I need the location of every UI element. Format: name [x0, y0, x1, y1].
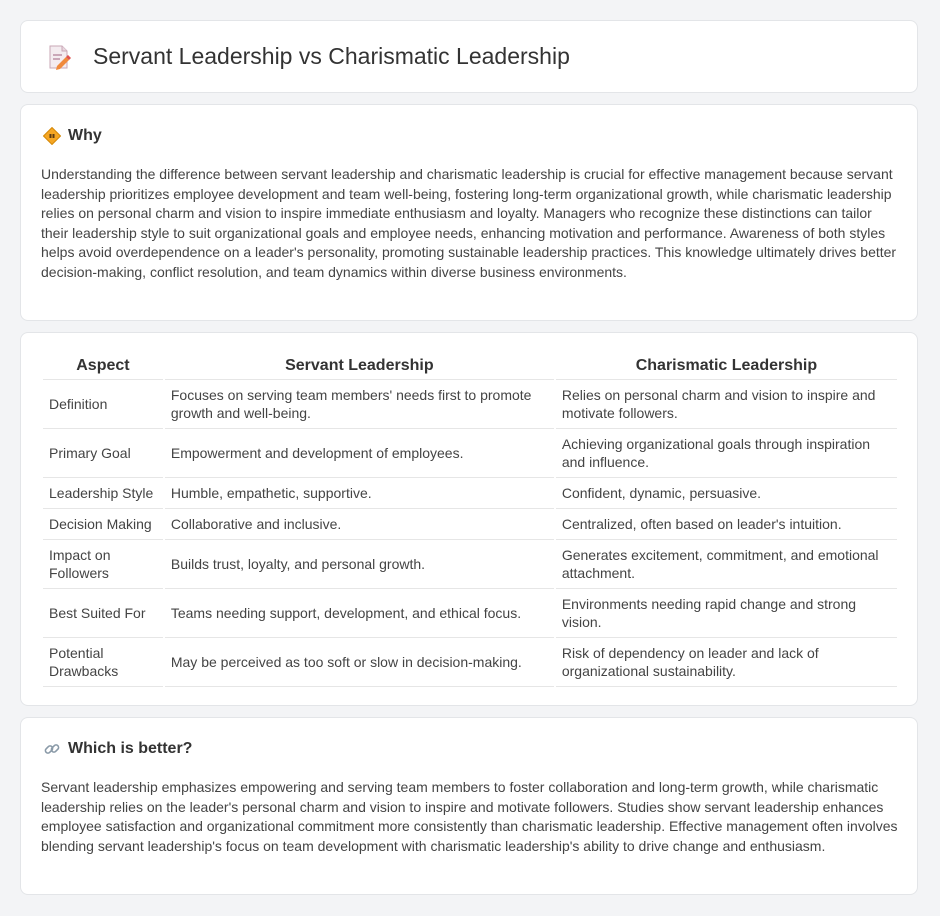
- table-row: [43, 638, 897, 687]
- charismatic-cell: Risk of dependency on leader and lack of organizational sustainability.: [556, 638, 897, 687]
- header-card: [20, 20, 918, 93]
- aspect-cell: Leadership Style: [43, 478, 163, 509]
- charismatic-cell: Confident, dynamic, persuasive.: [556, 478, 897, 509]
- better-title: Which is better?: [68, 740, 193, 757]
- why-section: [20, 104, 918, 321]
- table-row: [43, 478, 897, 509]
- document-pencil-icon: [47, 44, 71, 70]
- header-aspect: Aspect: [43, 353, 163, 380]
- table-row: [43, 509, 897, 540]
- comparison-table-card: [20, 332, 918, 706]
- table-row: [43, 589, 897, 638]
- link-icon: [43, 740, 61, 758]
- servant-cell: Focuses on serving team members' needs first to promote growth and well-being.: [165, 380, 554, 429]
- servant-cell: May be perceived as too soft or slow in decision-making.: [165, 638, 554, 687]
- diamond-sign-icon: [43, 127, 61, 145]
- header-charismatic: Charismatic Leadership: [556, 353, 897, 380]
- servant-cell: Empowerment and development of employees.: [165, 429, 554, 478]
- charismatic-cell: Environments needing rapid change and strong vision.: [556, 589, 897, 638]
- aspect-cell: Potential Drawbacks: [43, 638, 163, 687]
- why-text: Understanding the difference between servant leadership and charismatic leadership is crucial for effective management because servant leadership prioritizes employee development and team well-being, fostering long-term organizational growth, while charismatic leadership relies on personal charm and vision to inspire immediate enthusiasm and loyalty. Managers who recognize these distinctions can tailor their leadership style to suit organizational goals and employee needs, enhancing motivation and performance. Awareness of both styles helps avoid overdependence on a leader's personality, promoting sustainable leadership practices. This knowledge ultimately drives better decision-making, conflict resolution, and team dynamics within diverse business environments.: [41, 166, 897, 280]
- comparison-table: [41, 353, 899, 687]
- aspect-cell: Best Suited For: [43, 589, 163, 638]
- aspect-cell: Impact on Followers: [43, 540, 163, 589]
- servant-cell: Builds trust, loyalty, and personal growth.: [165, 540, 554, 589]
- charismatic-cell: Relies on personal charm and vision to inspire and motivate followers.: [556, 380, 897, 429]
- aspect-cell: Definition: [43, 380, 163, 429]
- servant-cell: Teams needing support, development, and ethical focus.: [165, 589, 554, 638]
- better-text: Servant leadership emphasizes empowering and serving team members to foster collaboration and long-term growth, while charismatic leadership relies on the leader's personal charm and vision to inspire and motivate followers. Studies show servant leadership enhances employee satisfaction and organizational commitment more consistently than charismatic leadership. Effective management often involves blending servant leadership's focus on team development with charismatic leadership's ability to drive change and enthusiasm.: [41, 779, 898, 854]
- aspect-cell: Primary Goal: [43, 429, 163, 478]
- why-title: Why: [68, 127, 102, 144]
- charismatic-cell: Generates excitement, commitment, and emotional attachment.: [556, 540, 897, 589]
- table-row: [43, 380, 897, 429]
- table-row: [43, 429, 897, 478]
- charismatic-cell: Centralized, often based on leader's intuition.: [556, 509, 897, 540]
- which-is-better-section: [20, 717, 918, 895]
- servant-cell: Collaborative and inclusive.: [165, 509, 554, 540]
- header-servant: Servant Leadership: [165, 353, 554, 380]
- servant-cell: Humble, empathetic, supportive.: [165, 478, 554, 509]
- aspect-cell: Decision Making: [43, 509, 163, 540]
- table-row: [43, 540, 897, 589]
- page-title: Servant Leadership vs Charismatic Leadership: [93, 43, 570, 69]
- charismatic-cell: Achieving organizational goals through inspiration and influence.: [556, 429, 897, 478]
